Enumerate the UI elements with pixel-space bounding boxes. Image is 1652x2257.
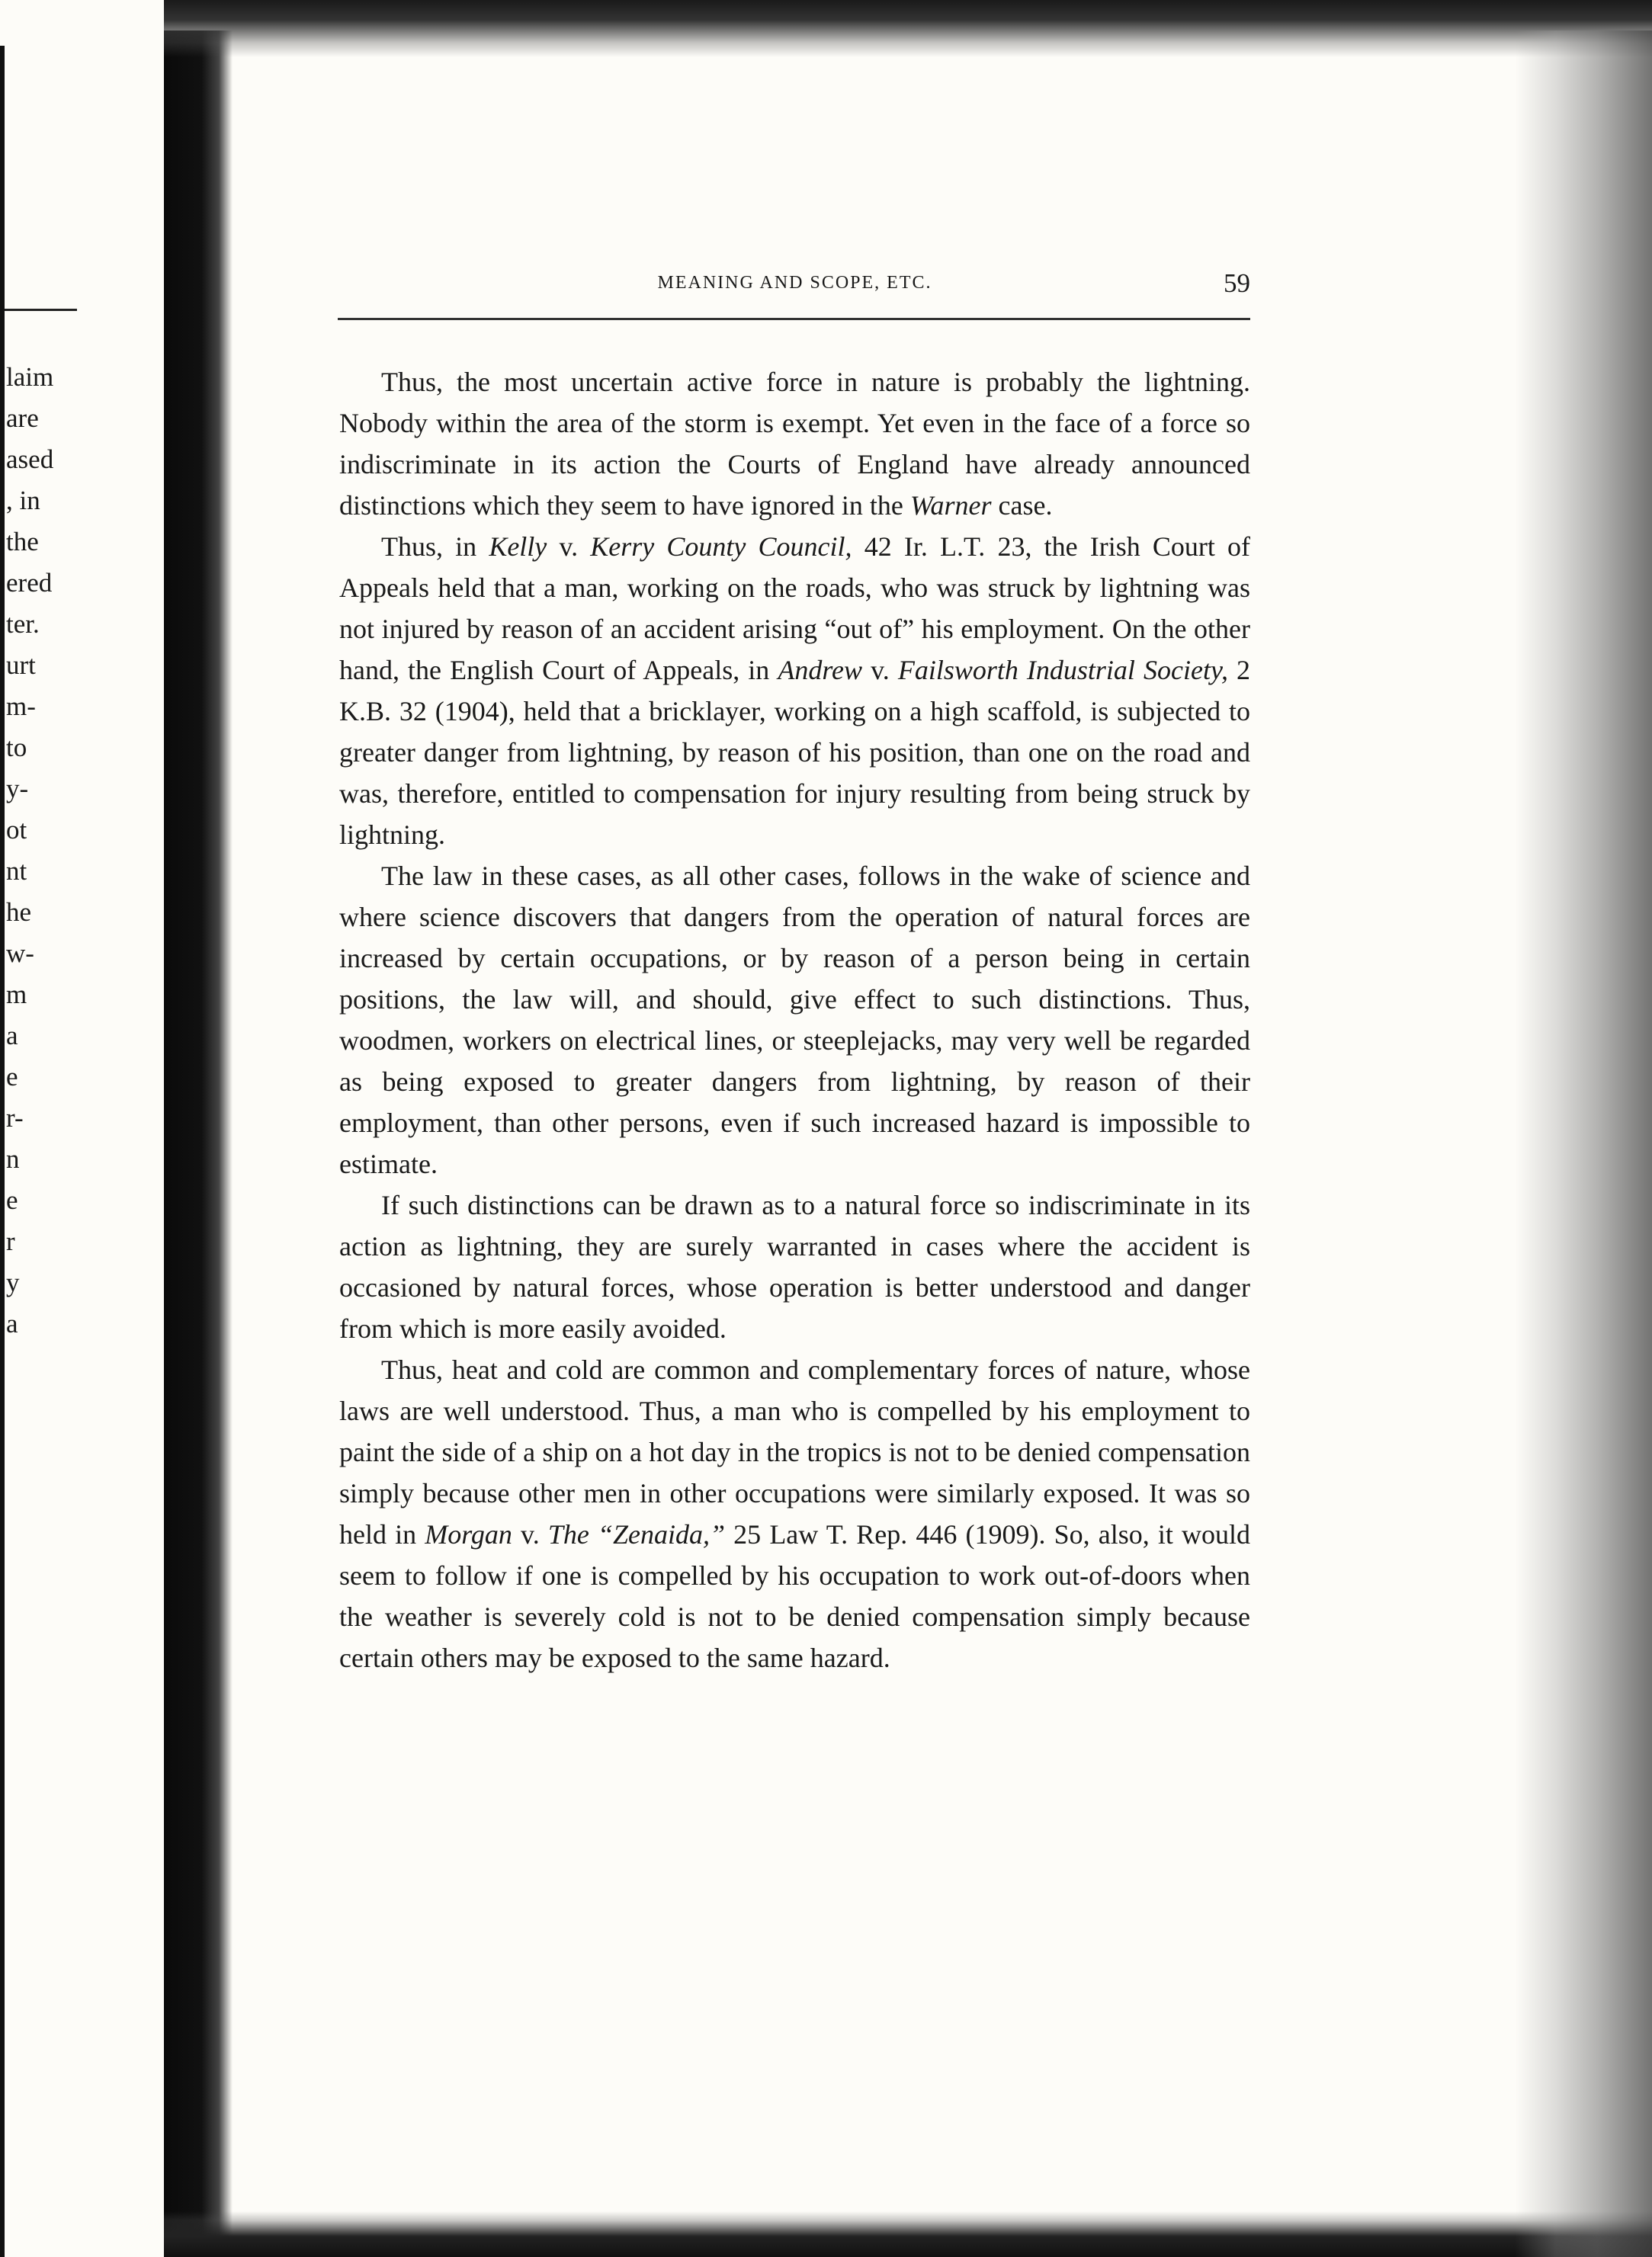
facing-page-fragment: to (6, 733, 27, 762)
facing-page-fragment: he (6, 897, 32, 927)
text-run: If such distinctions can be drawn as to a natural force so indiscriminate in its action as lightning, they are surely warranted in cases where the accident is occasioned by natural forces, whose operation is better understood and danger from which is more easily avoided. (339, 1190, 1250, 1344)
paragraph (339, 1349, 1250, 1678)
facing-page-fragments (6, 357, 159, 1345)
running-head: MEANING AND SCOPE, ETC. (657, 273, 932, 293)
facing-page-fragment: y (6, 1268, 20, 1297)
case-name: Andrew (778, 655, 863, 685)
text-run: Thus, heat and cold are common and complementary forces of nature, whose laws are well understood. Thus, a man who is compelled by his employment to paint the side of a ship on a hot day in the tropics is not to be denied compensation simply because other men in other occupations were similarly exposed. It was so held in (339, 1355, 1250, 1550)
text-run: case. (991, 490, 1053, 521)
facing-page-fragment: nt (6, 856, 27, 886)
facing-page-fragment: y- (6, 774, 29, 803)
scan-left-edge (0, 46, 5, 2257)
text-run: 42 Ir. L.T. 23, the Irish Court of Appeals held that a man, working on the roads, who was struck by lightning was not injured by reason of an accident arising “out of” his employment. On the other hand, the English Court of Appeals, in (339, 531, 1250, 685)
page-number: 59 (1224, 268, 1250, 298)
text-run: v. (512, 1519, 548, 1550)
page-header (339, 268, 1250, 306)
facing-page-fragment: urt (6, 650, 36, 680)
gutter-shadow (164, 30, 233, 2257)
text-run: v. (547, 531, 591, 562)
case-name: Morgan (425, 1519, 512, 1550)
facing-page-fragment: are (6, 403, 39, 433)
paragraph (339, 526, 1250, 855)
facing-page-fragment: n (6, 1144, 20, 1174)
facing-page-fragment: , in (6, 486, 40, 515)
case-name: The “Zenaida,” (547, 1519, 726, 1550)
facing-page-fragment: ased (6, 444, 54, 474)
header-rule (338, 318, 1250, 320)
paragraph (339, 1185, 1250, 1349)
facing-page-fragment: r- (6, 1103, 24, 1133)
case-name: Failsworth Industrial Society, (897, 655, 1228, 685)
facing-page-fragment: w- (6, 938, 34, 968)
facing-page-fragment: m (6, 979, 27, 1009)
text-run: 25 Law T. Rep. 446 (1909). So, also, it would seem to follow if one is compelled by his occupation to work out-of-doors when the weather is severely cold is not to be denied compensation simply because certain others may be exposed to the same hazard. (339, 1519, 1250, 1673)
facing-page-fragment: r (6, 1226, 15, 1256)
text-run: 2 K.B. 32 (1904), held that a bricklayer, working on a high scaffold, is subjected to greater danger from lightning, by reason of his position, than one on the road and was, therefore, entitled to compensation for injury resulting from being struck by lightning. (339, 655, 1251, 850)
facing-page-fragment: the (6, 527, 39, 556)
paragraph (339, 361, 1250, 526)
facing-page-fragment: ot (6, 815, 27, 845)
facing-page-fragment: ered (6, 568, 53, 598)
facing-page-fragment: ter. (6, 609, 40, 639)
text-run: Thus, in (381, 531, 489, 562)
scan-right-edge (1515, 30, 1652, 2257)
scan-bottom-band (164, 2211, 1652, 2257)
case-name: Warner (909, 490, 992, 521)
facing-page-fragment: a (6, 1021, 18, 1050)
facing-page-rule (5, 309, 77, 311)
facing-page-fragment: e (6, 1185, 18, 1215)
text-run: v. (862, 655, 898, 685)
case-name: Kerry County Council, (590, 531, 852, 562)
scan-top-band (164, 0, 1652, 57)
text-run: Thus, the most uncertain active force in nature is probably the lightning. Nobody within the area of the storm is exempt. Yet even in the face of a force so indiscriminate in its action the Courts of England have already announced distinctions which they seem to have ignored in the (339, 367, 1250, 521)
facing-page-fragment: m- (6, 691, 36, 721)
case-name: Kelly (489, 531, 547, 562)
paragraph (339, 855, 1250, 1185)
facing-page-fragment: a (6, 1309, 18, 1338)
facing-page-fragment: laim (6, 362, 54, 392)
facing-page-fragment: e (6, 1062, 18, 1092)
body-text (339, 361, 1250, 1678)
text-run: The law in these cases, as all other cases, follows in the wake of science and where science discovers that dangers from the operation of natural forces are increased by certain occupations, or by reason of a person being in certain positions, the law will, and should, give effect to such distinctions. Thus, woodmen, workers on electrical lines, or steeplejacks, may very well be regarded as being exposed to greater dangers from lightning, by reason of their employment, than other persons, even if such increased hazard is impossible to estimate. (339, 861, 1250, 1179)
